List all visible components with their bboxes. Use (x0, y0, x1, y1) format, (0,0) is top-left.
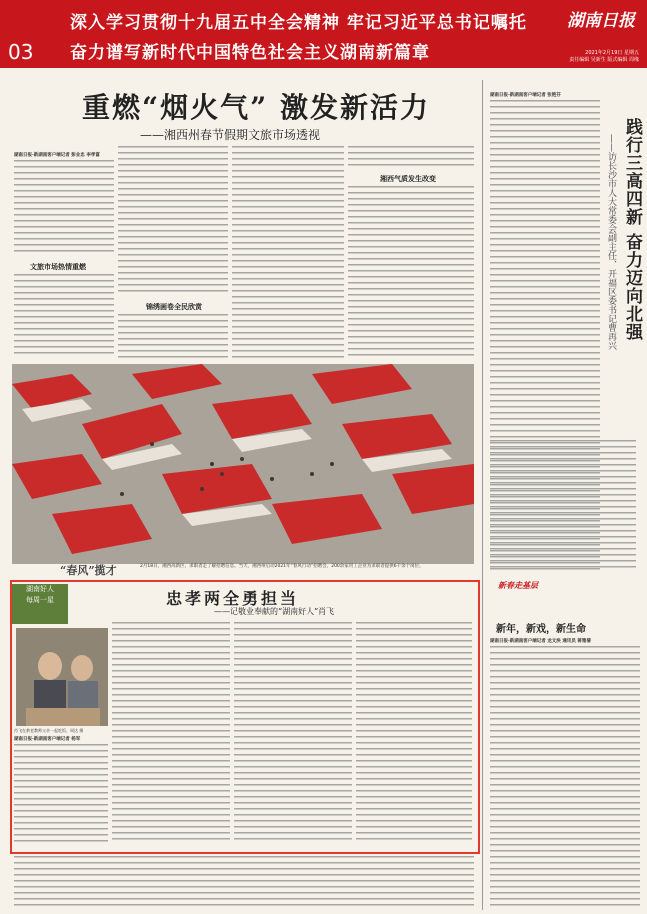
side-text-col-lower (490, 440, 636, 572)
date-line: 2021年2月19日 星期五 (585, 50, 639, 56)
lead-subhead: ——湘西州春节假期文旅市场透视 (140, 128, 321, 142)
hero-photo (16, 628, 108, 726)
hero-photo-graphic (16, 628, 108, 726)
hero-text-col2 (112, 622, 230, 844)
lead-text-col3 (232, 146, 344, 358)
hero-text-col1 (14, 744, 108, 844)
hero-photo-caption: 肖飞在救老教师父亲一起吃饭。周达 摄 (14, 728, 84, 733)
lead-text-col4b (348, 186, 474, 358)
hero-byline: 湖南日报·新湖南客户端记者 杨军 (14, 737, 81, 742)
banner-title-line2: 奋力谱写新时代中国特色社会主义湖南新篇章 (70, 43, 430, 63)
hero-subtitle: ——记敬业奉献的“湖南好人”肖飞 (214, 607, 335, 616)
lead-byline: 湖南日报·新湖南客户端记者 彭业忠 李孝富 (14, 153, 100, 158)
banner-title-line1: 深入学习贯彻十九届五中全会精神 牢记习近平总书记嘱托 (70, 13, 527, 33)
page-banner (0, 0, 647, 68)
lead-headline: 重燃“烟火气” 激发新活力 (82, 91, 430, 124)
badge-line2: 每周一星 (26, 596, 54, 604)
lead-text-col2a (118, 146, 228, 296)
newspaper-logo: 湖南日报 (567, 11, 635, 31)
column-divider (482, 80, 483, 910)
job-fair-photo (12, 364, 474, 564)
side-title: 践行三高四新 奋力迈向北强 (622, 118, 642, 341)
new-year-text (490, 646, 640, 910)
lead-text-col1b (14, 274, 114, 358)
lead-text-col4a (348, 146, 474, 170)
lead-subtitle-3: 湘西气质发生改变 (380, 175, 436, 183)
lead-text-col2b (118, 314, 228, 358)
new-year-byline: 湖南日报·新湖南客户端记者 龙文泱 通讯员 蒋雅倩 (490, 639, 591, 644)
new-year-headline: 新年，新戏，新生命 (496, 624, 586, 635)
hero-badge (12, 584, 68, 624)
badge-line1: 湖南好人 (26, 585, 54, 593)
hero-text-col3 (234, 622, 352, 844)
lead-subtitle-1: 文旅市场热情重燃 (30, 263, 86, 271)
hero-text-continued (14, 856, 474, 910)
hero-title: 忠孝两全勇担当 (166, 589, 300, 608)
photo-label: “春风”揽才 (60, 564, 117, 577)
photo-caption: 2月18日，湘西高新区，求职者走了解招聘信息。当天，湘西州启动2021年“春风行动”招聘会，200余家用工企业为求职者提供6千余个岗位。 (140, 564, 424, 569)
hero-text-col4 (356, 622, 472, 844)
series-label: 新春走基层 (498, 580, 538, 590)
lead-text-col1a (14, 160, 114, 255)
banner-meta (489, 50, 639, 64)
side-subtitle: ——访长沙市人大常委会副主任、开福区委书记曹再兴 (606, 134, 616, 350)
editor-line: 责任编辑 吴新生 版式编辑 周缘 (569, 57, 639, 63)
job-fair-photo-graphic (12, 364, 474, 564)
lead-subtitle-2: 锦绣画卷全民欣赏 (146, 303, 202, 311)
page-number: 03 (8, 40, 34, 64)
side-byline: 湖南日报·新湖南客户端记者 张艳芬 (490, 93, 561, 98)
